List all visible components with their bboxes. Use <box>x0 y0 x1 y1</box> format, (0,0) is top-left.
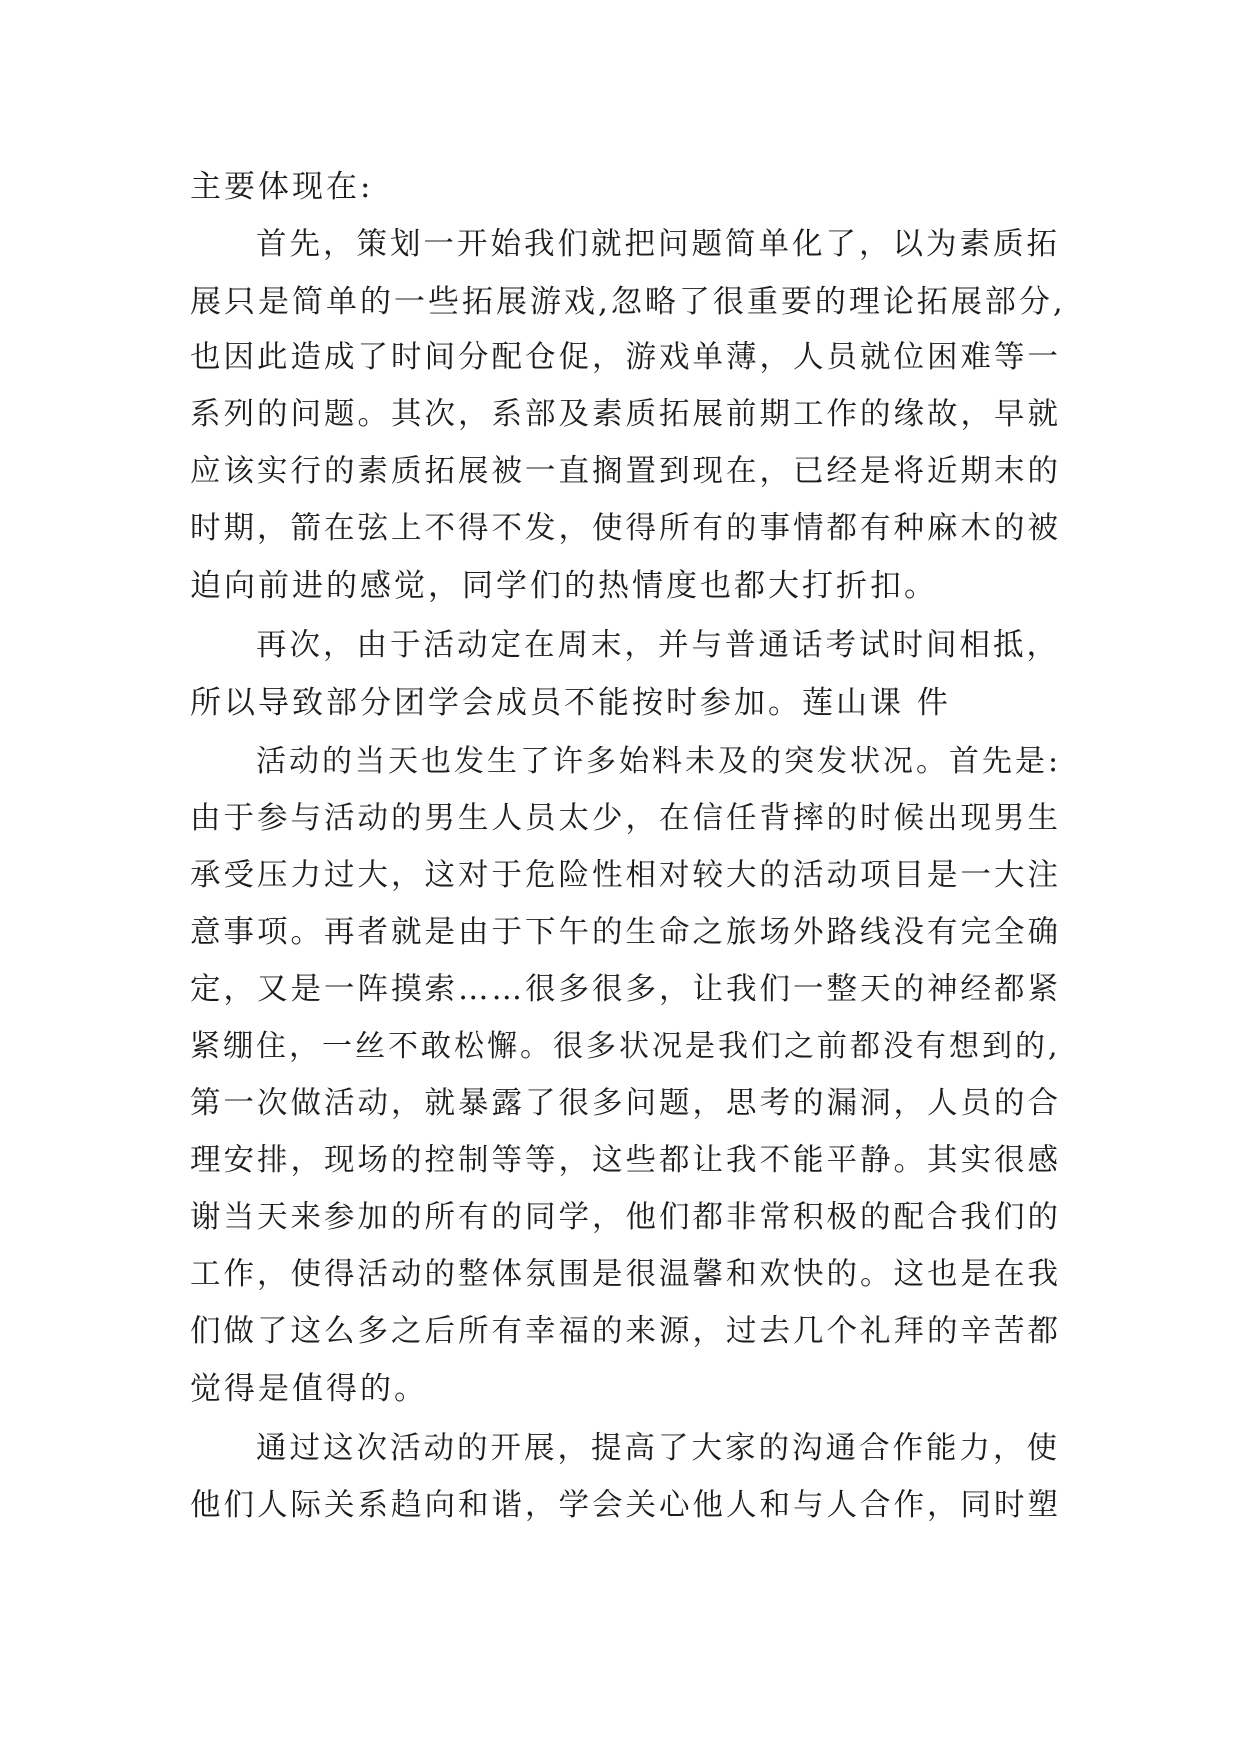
text-line: 首先，策划一开始我们就把问题简单化了，以为素质拓 <box>256 227 1060 262</box>
text-line: 由于参与活动的男生人员太少，在信任背摔的时候出现男生 <box>190 801 1061 836</box>
text-line: 系列的问题。其次，系部及素质拓展前期工作的缘故，早就 <box>190 397 1061 432</box>
text-line: 主要体现在: <box>190 169 374 205</box>
text-line: 通过这次活动的开展，提高了大家的沟通合作能力，使 <box>256 1431 1060 1466</box>
text-line: 承受压力过大，这对于危险性相对较大的活动项目是一大注 <box>190 858 1061 893</box>
text-line: 活动的当天也发生了许多始料未及的突发状况。首先是: <box>256 744 1062 779</box>
text-line: 展只是简单的一些拓展游戏,忽略了很重要的理论拓展部分, <box>190 284 1066 320</box>
text-line: 他们人际关系趋向和谐，学会关心他人和与人合作，同时塑 <box>190 1488 1061 1523</box>
text-line: 谢当天来参加的所有的同学，他们都非常积极的配合我们的 <box>190 1200 1061 1235</box>
text-line: 工作，使得活动的整体氛围是很温馨和欢快的。这也是在我 <box>190 1257 1061 1292</box>
text-line: 迫向前进的感觉，同学们的热情度也都大打折扣。 <box>190 568 938 604</box>
text-line: 时期，箭在弦上不得不发，使得所有的事情都有种麻木的被 <box>190 511 1061 546</box>
text-line: 第一次做活动，就暴露了很多问题，思考的漏洞，人员的合 <box>190 1086 1061 1121</box>
text-line: 们做了这么多之后所有幸福的来源，过去几个礼拜的辛苦都 <box>190 1314 1061 1349</box>
text-line: 所以导致部分团学会成员不能按时参加。莲山课 件 <box>190 685 951 721</box>
text-line: 再次，由于活动定在周末，并与普通话考试时间相抵， <box>256 628 1060 663</box>
text-line: 意事项。再者就是由于下午的生命之旅场外路线没有完全确 <box>190 915 1061 950</box>
text-line: 定，又是一阵摸索……很多很多，让我们一整天的神经都紧 <box>190 972 1061 1007</box>
text-line: 觉得是值得的。 <box>190 1371 428 1407</box>
text-line: 紧绷住，一丝不敢松懈。很多状况是我们之前都没有想到的, <box>190 1029 1061 1064</box>
text-line: 也因此造成了时间分配仓促，游戏单薄，人员就位困难等一 <box>190 340 1061 375</box>
text-line: 理安排，现场的控制等等，这些都让我不能平静。其实很感 <box>190 1143 1061 1178</box>
text-line: 应该实行的素质拓展被一直搁置到现在，已经是将近期末的 <box>190 454 1061 489</box>
